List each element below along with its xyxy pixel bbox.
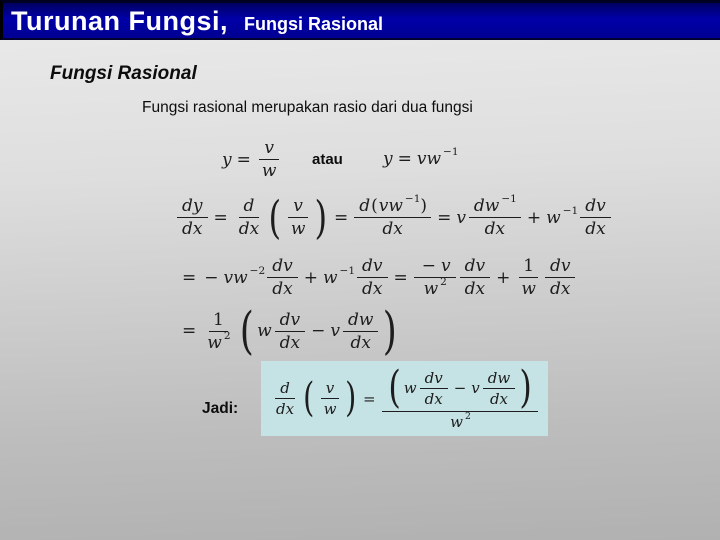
formula-derivation-step3: = 1 w 2 ( w dv dx − v dw dx ) — [182, 301, 398, 360]
formula-conclusion: d dx ( v w ) = ( w dv dx − v dw dx ) w 2 — [269, 366, 540, 431]
atau-label: atau — [312, 151, 343, 168]
formula-derivation-step1: $\frac{dy}{dx}$ = $\frac{d}{dx}$ ( v w ) = d ( vw −1 ) dx = v dw −1 dx + w −1 dv dx — [175, 195, 613, 240]
section-heading: Fungsi Rasional — [50, 63, 197, 84]
formula-definition-power: y = vw −1 — [383, 146, 459, 169]
slide-title: Turunan Fungsi, — [11, 6, 228, 36]
conclusion-highlight-box — [261, 361, 548, 436]
formula-definition-ratio: y = $\frac{v}{w}$ — [221, 138, 283, 181]
formula-derivation-step2: = − vw −2 dv dx + w −1 $\frac{dv}{dx}$ = − v w 2 dv dx + $\frac{1}{w}$ dv dx — [178, 256, 577, 299]
slide-subtitle: Fungsi Rasional — [243, 14, 384, 34]
title-bar — [0, 0, 720, 40]
intro-text: Fungsi rasional merupakan rasio dari dua fungsi — [142, 99, 473, 116]
jadi-label: Jadi: — [202, 400, 239, 417]
